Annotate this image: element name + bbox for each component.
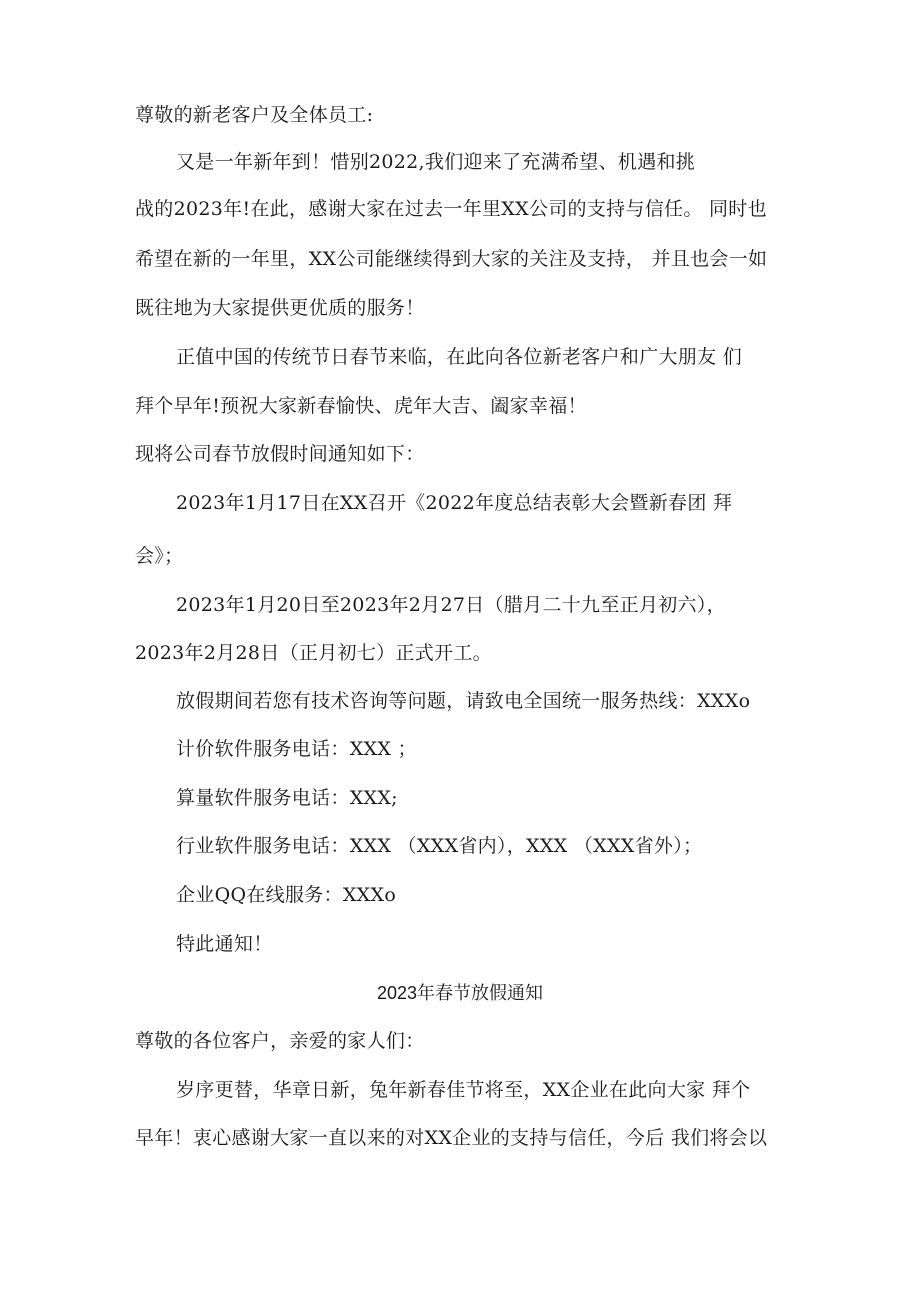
salutation-2: 尊敬的各位客户，亲爱的家人们：: [135, 1030, 425, 1052]
hotline-line: 放假期间若您有技术咨询等问题，请致电全国统一服务热线：XXXo: [176, 690, 751, 712]
salutation-1: 尊敬的新老客户及全体员工:: [135, 104, 374, 126]
section-2-paragraph-line-1: 岁序更替，华章日新，兔年新春佳节将至，XX企业在此向大家 拜个: [176, 1079, 751, 1101]
paragraph-4-line-2: 2023年2月28日（正月初七）正式开工。: [135, 642, 492, 664]
closing-line: 特此通知！: [176, 933, 273, 955]
paragraph-1-line-4: 既往地为大家提供更优质的服务！: [135, 297, 425, 319]
paragraph-1-line-1: 又是一年新年到！惜别2022,我们迎来了充满希望、机遇和挑: [176, 151, 696, 173]
paragraph-1-line-3: 希望在新的一年里，XX公司能继续得到大家的关注及支持， 并且也会一如: [135, 248, 768, 270]
quantity-phone-line: 算量软件服务电话：XXX;: [176, 787, 398, 809]
section-2-title: 2023年春节放假通知: [376, 983, 544, 1003]
notice-intro: 现将公司春节放假时间通知如下：: [135, 443, 425, 465]
pricing-phone-line: 计价软件服务电话：XXX ；: [176, 738, 417, 760]
paragraph-3-line-1: 2023年1月17日在XX召开《2022年度总结表彰大会暨新春团 拜: [176, 492, 733, 514]
paragraph-1-line-2: 战的2023年!在此，感谢大家在过去一年里XX公司的支持与信任。 同时也: [135, 198, 767, 220]
paragraph-2-line-2: 拜个早年!预祝大家新春愉快、虎年大吉、阖家幸福！: [135, 395, 587, 417]
industry-phone-line: 行业软件服务电话：XXX （XXX省内），XXX （XXX省外）；: [176, 835, 703, 857]
qq-service-line: 企业QQ在线服务：XXXo: [176, 884, 397, 906]
section-2-paragraph-line-2: 早年！衷心感谢大家一直以来的对XX企业的支持与信任，今后 我们将会以: [135, 1127, 768, 1149]
paragraph-2-line-1: 正值中国的传统节日春节来临，在此向各位新老客户和广大朋友 们: [176, 346, 743, 368]
paragraph-3-line-2: 会》；: [135, 545, 184, 567]
paragraph-4-line-1: 2023年1月20日至2023年2月27日（腊月二十九至正月初六），: [176, 594, 726, 616]
